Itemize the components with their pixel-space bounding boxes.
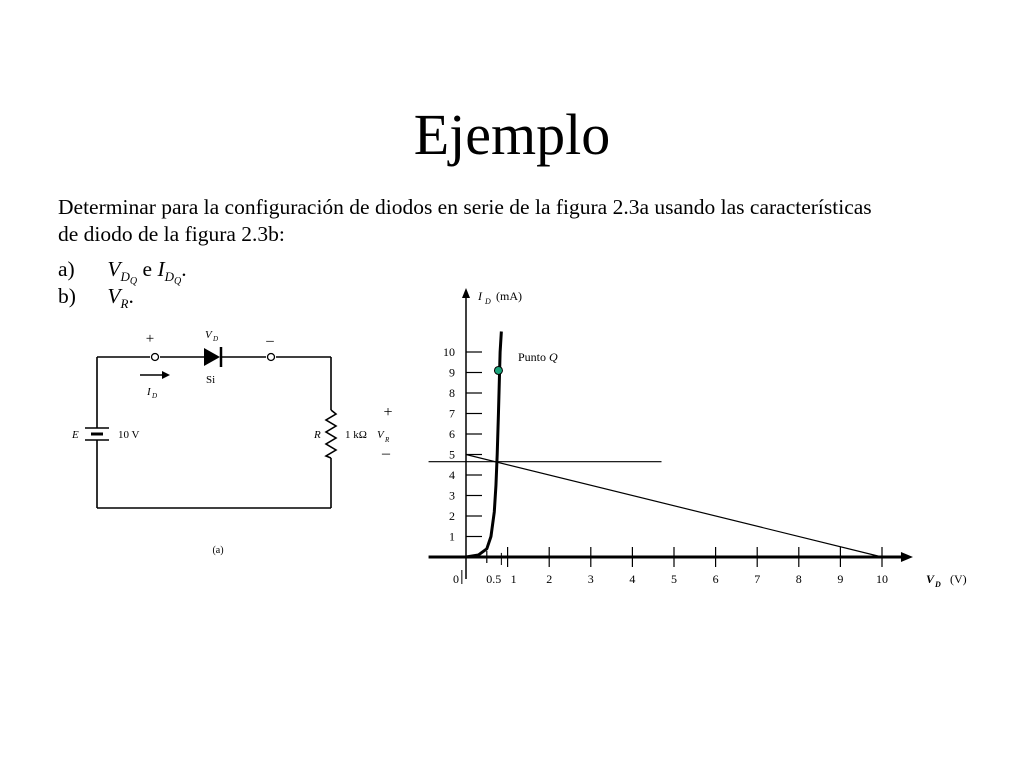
item-b-end: . (128, 284, 134, 308)
x-axis-title-sub: D (935, 580, 941, 589)
id-sub: D (152, 392, 158, 400)
y-tick-label: 9 (449, 365, 455, 380)
slide-title: Ejemplo (413, 102, 611, 167)
problem-line-2: de diodo de la figura 2.3b: (58, 222, 285, 246)
x-axis-arrow-icon (901, 552, 913, 562)
circuit-caption: (a) (212, 545, 224, 556)
item-b-label: b) (58, 284, 76, 308)
item-a-subsub1: Q (129, 276, 138, 287)
item-a-label: a) (58, 257, 75, 281)
q-point-marker (494, 366, 502, 374)
vr-label: V (377, 429, 384, 441)
x-tick-label: 4 (629, 572, 636, 586)
vd-sub: D (213, 335, 219, 343)
item-a-sub1: D (120, 269, 130, 284)
x-tick-label: 1 (510, 572, 517, 586)
problem-line-1: Determinar para la configuración de diodos en serie de la figura 2.3a usando las características (58, 195, 872, 219)
x-tick-label: 9 (837, 572, 844, 586)
y-tick-label: 3 (449, 488, 455, 503)
resistor-name: R (314, 429, 321, 441)
y-axis-title-sub: D (485, 297, 491, 306)
x-tick-label: 3 (587, 572, 594, 586)
item-b-var1: V (107, 284, 121, 308)
x-tick-label: 0.5 (486, 572, 502, 586)
item-b-sub1: R (120, 296, 129, 311)
item-a-subsub2: Q (174, 276, 182, 287)
x-tick-label: 10 (876, 572, 888, 586)
x-axis-title: V (926, 572, 935, 586)
x-axis-title-unit: (V) (950, 572, 967, 586)
x-tick-label: 5 (671, 572, 677, 586)
item-a-sub2: D (164, 269, 174, 284)
y-tick-label: 4 (449, 468, 455, 482)
item-a-end: . (181, 257, 187, 281)
diode-material-label: Si (206, 374, 216, 386)
diode-curve-series (466, 332, 501, 558)
y-tick-label: 8 (449, 386, 455, 400)
load-line-series (466, 455, 882, 558)
source-value: 10 V (118, 429, 140, 441)
item-a-var2: I (157, 257, 165, 281)
y-axis-title: I (478, 289, 482, 303)
vr-sub: R (385, 436, 390, 444)
y-tick-label: 5 (449, 447, 455, 462)
item-a-var1: V (107, 257, 121, 281)
x-tick-label: 2 (546, 572, 553, 586)
y-tick-label: 2 (449, 509, 455, 523)
y-tick-label: 1 (449, 529, 455, 544)
q-point-label-italic: Q (549, 350, 558, 364)
x-tick-label: 7 (754, 572, 761, 586)
y-axis-arrow-icon (462, 288, 470, 298)
item-a-conj: e (142, 257, 153, 281)
x-tick-label: 6 (712, 572, 719, 586)
x-tick-label: 0 (453, 572, 459, 586)
y-tick-label: 6 (449, 427, 455, 441)
source-name: E (72, 429, 79, 441)
y-axis-title-unit: (mA) (496, 289, 522, 303)
vr-plus-sign: + (383, 404, 393, 421)
id-label: I (147, 386, 151, 398)
y-tick-label: 7 (449, 406, 455, 421)
vr-minus-sign: – (382, 445, 390, 462)
resistor-value: 1 kΩ (345, 429, 367, 441)
vd-label: V (205, 329, 212, 341)
plus-sign-left: + (145, 331, 155, 347)
minus-sign-right: – (266, 333, 274, 349)
y-tick-label: 10 (443, 345, 455, 359)
x-tick-label: 8 (795, 572, 802, 586)
q-point-label: Punto Q (518, 350, 558, 364)
